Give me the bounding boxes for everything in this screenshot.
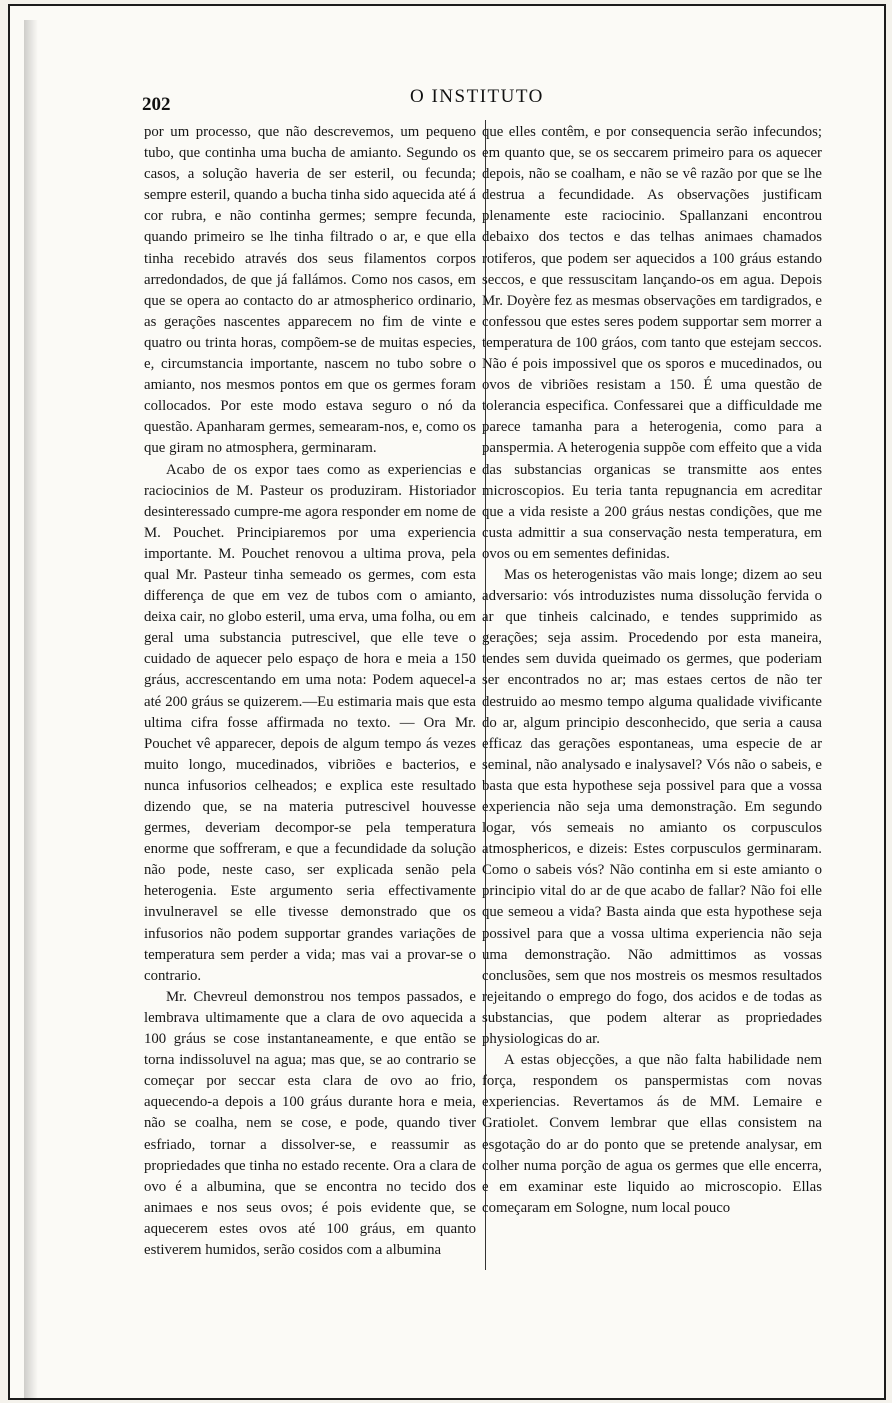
left-column — [144, 122, 476, 1261]
binding-shadow — [24, 20, 38, 1400]
left-paragraph-2: Acabo de os expor taes como as experiencias e raciocinios de M. Pasteur os produziram. Historiador desinteressado cumpre-me agora responder em nome de M. Pouchet. Principiaremos por uma experiencia importante. M. Pouchet renovou a ultima prova, pela qual Mr. Pasteur tinha semeado os germes, com esta differença de que em vez de tubos com o amianto, deixa cair, no globo esteril, uma erva, uma folha, ou em geral uma substancia putrescivel, que elle teve o cuidado de aquecer pelo espaço de hora e meia a 150 gráus, accrescentando em uma nota: Podem aquecel-a até 200 gráus se quizerem.—Eu estimaria mais que esta ultima cifra fosse affirmada no texto. — Ora Mr. Pouchet vê apparecer, depois de algum tempo ás vezes muito longo, mucedinados, vibriões e bacterios, e nunca infusorios celheados; e explica este resultado dizendo que, se na materia putrescivel houvesse germes, deveriam decompor-se pela temperatura enorme que soffreram, e que a fecundidade da solução não pode, neste caso, ser explicada senão pela heterogenia. Este argumento seria effectivamente invulneravel se elle tivesse demonstrado que os infusorios não podem supportar grandes variações de temperatura sem perder a vida; mas vai a provar-se o contrario. — [144, 461, 476, 984]
running-title: O INSTITUTO — [410, 86, 544, 107]
right-paragraph-1: que elles contêm, e por consequencia serão infecundos; em quanto que, se os seccarem primeiro para os aquecer depois, não se coalham, e não se vê razão por que se lhe destrua a fecundidade. As observações justificam plenamente este raciocinio. Spallanzani encontrou debaixo dos tectos e das telhas animaes chamados rotiferos, que podem ser aquecidos a 100 gráus estando seccos, e que ressuscitam lançando-os em agua. Depois Mr. Doyère fez as mesmas observações em tardigrados, e confessou que estes seres podem supportar sem morrer a temperatura de 100 gráos, com tanto que estejam seccos. Não é pois impossivel que os sporos e mucedinados, ou ovos de vibriões resistam a 150. É uma questão de tolerancia especifica. Confessarei que a difficuldade me parece tamanha para a heterogenia, como para a panspermia. A heterogenia suppõe com effeito que a vida das substancias organicas se transmitte aos entes microscopios. Eu teria tanta repugnancia em acreditar que a vida resiste a 200 gráus nestas condições, que me custa admittir a sua conservação nesta temperatura, em ovos ou em sementes definidas. — [482, 124, 822, 562]
left-paragraph-1: por um processo, que não descrevemos, um pequeno tubo, que continha uma bucha de amianto. Segundo os casos, a solução haveria de ser esteril, ou fecunda; sempre esteril, quando a bucha tinha sido aquecida até á cor rubra, e não continha germes; sempre fecunda, quando primeiro se lhe tinha filtrado o ar, e que ella tinha recebido através dos seus filamentos corpos arredondados, de que já fallámos. Como nos casos, em que se opera ao contacto do ar atmospherico ordinario, as gerações nascentes apparecem no fim de vinte e quatro ou trinta horas, compõem-se de muitas especies, e, circumstancia importante, nascem no tubo sobre o amianto, nos mesmos pontos em que os germes foram collocados. Por este modo estava seguro o nó da questão. Apanharam germes, semearam-nos, e, como os que giram no atmosphera, germinaram. — [144, 124, 476, 457]
right-paragraph-3: A estas objecções, a que não falta habilidade nem força, respondem os panspermistas com novas experiencias. Revertamos ás de MM. Lemaire e Gratiolet. Convem lembrar que ellas consistem na esgotação do ar do ponto que se pretende analysar, em colher numa porção de agua os germes que elle encerra, e em examinar este liquido ao microscopio. Ellas começaram em Sologne, num local pouco — [482, 1052, 822, 1216]
page-number: 202 — [142, 94, 171, 115]
left-paragraph-3: Mr. Chevreul demonstrou nos tempos passados, e lembrava ultimamente que a clara de ovo aquecida a 100 gráus se cose instantaneamente, e que então se torna indissoluvel na agua; mas que, se ao contrario se começar por seccar esta clara de ovo ao frio, aquecendo-a depois a 100 gráus durante hora e meia, não se coalha, nem se cose, e pode, quando tiver esfriado, tornar a dissolver-se, e reassumir as propriedades que tinha no estado recente. Ora a clara de ovo é a albumina, que se encontra no tecido dos animaes e nos seus ovos; é pois evidente que, se aquecerem estes ovos até 100 gráus, em quanto estiverem humidos, serão cosidos com a albumina — [144, 988, 476, 1258]
right-paragraph-2: Mas os heterogenistas vão mais longe; dizem ao seu adversario: vós introduzistes numa dissolução fervida o ar que tinheis calcinado, e tendes supprimido as gerações; seja assim. Procedendo por esta maneira, tendes sem duvida queimado os germes, que poderiam ser encontrados no ar; mas estaes certos de não ter destruido ao mesmo tempo alguma qualidade vivificante do ar, algum principio desconhecido, que seria a causa efficaz das gerações espontaneas, uma especie de ar seminal, não analysado e inalysavel? Vós não o sabeis, e basta que esta hypothese seja possivel para que a vossa experiencia não seja uma demonstração. Em segundo logar, vós semeais no amianto os corpusculos atmosphericos, e dizeis: Estes corpusculos germinaram. Como o sabeis vós? Não continha em si este amianto o principio vital do ar de que acabo de fallar? Não foi elle que semeou a vida? Basta ainda que esta hypothese seja possivel para que a vossa ultima experiencia não seja uma demonstração. Não admittimos as vossas conclusões, sem que nos mostreis os mesmos resultados rejeitando o emprego do fogo, dos acidos e de todas as substancias, que podem alterar as propriedades physiologicas do ar. — [482, 566, 822, 1048]
right-column — [482, 122, 822, 1219]
page-header — [140, 88, 830, 114]
